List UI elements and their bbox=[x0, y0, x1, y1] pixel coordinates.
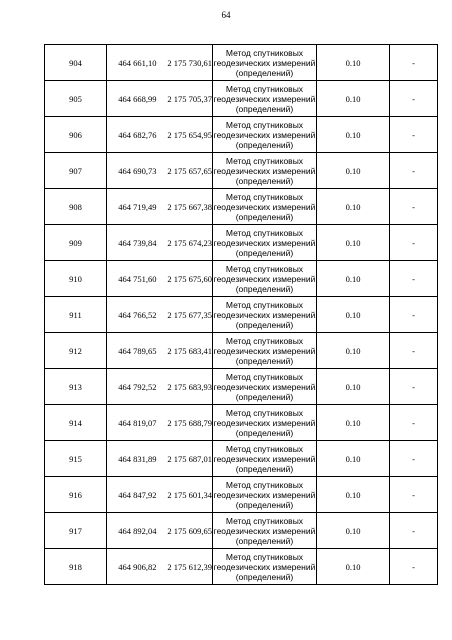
method-text-line: (определений) bbox=[235, 247, 294, 258]
note-cell: - bbox=[390, 117, 438, 153]
y-coordinate-cell: 2 175 688,79 bbox=[157, 405, 213, 441]
accuracy-cell: 0.10 bbox=[317, 333, 390, 369]
method-cell bbox=[213, 369, 317, 405]
method-text-line: Метод спутниковых bbox=[225, 443, 304, 454]
y-coordinate-cell: 2 175 601,34 bbox=[157, 477, 213, 513]
method-text-line: (определений) bbox=[235, 211, 294, 222]
x-coordinate-cell: 464 831,89 bbox=[107, 441, 157, 477]
accuracy-cell: 0.10 bbox=[317, 117, 390, 153]
y-coordinate-cell: 2 175 612,39 bbox=[157, 549, 213, 585]
point-number-cell: 916 bbox=[45, 477, 107, 513]
method-text-line: (определений) bbox=[235, 391, 294, 402]
method-text-line: Метод спутниковых bbox=[225, 407, 304, 418]
note-cell: - bbox=[390, 189, 438, 225]
y-coordinate-cell: 2 175 667,38 bbox=[157, 189, 213, 225]
accuracy-cell: 0.10 bbox=[317, 513, 390, 549]
method-text-line: Метод спутниковых bbox=[225, 119, 304, 130]
y-coordinate-cell: 2 175 657,65 bbox=[157, 153, 213, 189]
method-text-line: (определений) bbox=[235, 319, 294, 330]
accuracy-cell: 0.10 bbox=[317, 225, 390, 261]
method-cell bbox=[213, 189, 317, 225]
method-text-line: Метод спутниковых bbox=[225, 227, 304, 238]
coordinates-table bbox=[44, 44, 438, 585]
table-row bbox=[45, 513, 438, 549]
method-text-line: геодезических измерений bbox=[213, 129, 316, 140]
method-text-line: геодезических измерений bbox=[213, 453, 316, 464]
method-text-line: Метод спутниковых bbox=[225, 155, 304, 166]
note-cell: - bbox=[390, 549, 438, 585]
note-cell: - bbox=[390, 513, 438, 549]
accuracy-cell: 0.10 bbox=[317, 441, 390, 477]
table-row bbox=[45, 117, 438, 153]
point-number-cell: 913 bbox=[45, 369, 107, 405]
method-text-line: Метод спутниковых bbox=[225, 515, 304, 526]
method-text-line: (определений) bbox=[235, 139, 294, 150]
method-cell bbox=[213, 117, 317, 153]
x-coordinate-cell: 464 792,52 bbox=[107, 369, 157, 405]
note-cell: - bbox=[390, 477, 438, 513]
method-text-line: (определений) bbox=[235, 535, 294, 546]
y-coordinate-cell: 2 175 675,60 bbox=[157, 261, 213, 297]
method-text-line: геодезических измерений bbox=[213, 561, 316, 572]
method-cell bbox=[213, 405, 317, 441]
method-text-line: Метод спутниковых bbox=[225, 83, 304, 94]
method-text-line: (определений) bbox=[235, 67, 294, 78]
method-text-line: геодезических измерений bbox=[213, 57, 316, 68]
method-cell bbox=[213, 513, 317, 549]
point-number-cell: 912 bbox=[45, 333, 107, 369]
accuracy-cell: 0.10 bbox=[317, 261, 390, 297]
x-coordinate-cell: 464 682,76 bbox=[107, 117, 157, 153]
accuracy-cell: 0.10 bbox=[317, 153, 390, 189]
method-text-line: геодезических измерений bbox=[213, 309, 316, 320]
method-text-line: Метод спутниковых bbox=[225, 335, 304, 346]
accuracy-cell: 0.10 bbox=[317, 189, 390, 225]
method-text-line: геодезических измерений bbox=[213, 417, 316, 428]
method-text-line: Метод спутниковых bbox=[225, 479, 304, 490]
table-row bbox=[45, 189, 438, 225]
table-body bbox=[45, 45, 438, 585]
method-cell bbox=[213, 333, 317, 369]
y-coordinate-cell: 2 175 705,37 bbox=[157, 81, 213, 117]
point-number-cell: 910 bbox=[45, 261, 107, 297]
x-coordinate-cell: 464 668,99 bbox=[107, 81, 157, 117]
method-text-line: геодезических измерений bbox=[213, 237, 316, 248]
y-coordinate-cell: 2 175 677,35 bbox=[157, 297, 213, 333]
table-row bbox=[45, 477, 438, 513]
accuracy-cell: 0.10 bbox=[317, 477, 390, 513]
method-text-line: Метод спутниковых bbox=[225, 551, 304, 562]
method-cell bbox=[213, 81, 317, 117]
table-row bbox=[45, 549, 438, 585]
accuracy-cell: 0.10 bbox=[317, 297, 390, 333]
x-coordinate-cell: 464 766,52 bbox=[107, 297, 157, 333]
method-text-line: геодезических измерений bbox=[213, 201, 316, 212]
method-text-line: (определений) bbox=[235, 427, 294, 438]
point-number-cell: 911 bbox=[45, 297, 107, 333]
table-row bbox=[45, 441, 438, 477]
method-text-line: Метод спутниковых bbox=[225, 47, 304, 58]
point-number-cell: 915 bbox=[45, 441, 107, 477]
method-text-line: (определений) bbox=[235, 283, 294, 294]
point-number-cell: 909 bbox=[45, 225, 107, 261]
x-coordinate-cell: 464 906,82 bbox=[107, 549, 157, 585]
accuracy-cell: 0.10 bbox=[317, 369, 390, 405]
point-number-cell: 904 bbox=[45, 45, 107, 81]
note-cell: - bbox=[390, 81, 438, 117]
method-text-line: геодезических измерений bbox=[213, 381, 316, 392]
method-text-line: (определений) bbox=[235, 355, 294, 366]
method-text-line: (определений) bbox=[235, 103, 294, 114]
point-number-cell: 905 bbox=[45, 81, 107, 117]
method-text-line: Метод спутниковых bbox=[225, 299, 304, 310]
note-cell: - bbox=[390, 297, 438, 333]
method-text-line: Метод спутниковых bbox=[225, 191, 304, 202]
method-text-line: Метод спутниковых bbox=[225, 263, 304, 274]
accuracy-cell: 0.10 bbox=[317, 45, 390, 81]
note-cell: - bbox=[390, 369, 438, 405]
point-number-cell: 914 bbox=[45, 405, 107, 441]
page-number: 64 bbox=[221, 10, 231, 20]
method-text-line: Метод спутниковых bbox=[225, 371, 304, 382]
y-coordinate-cell: 2 175 674,23 bbox=[157, 225, 213, 261]
x-coordinate-cell: 464 751,60 bbox=[107, 261, 157, 297]
x-coordinate-cell: 464 661,10 bbox=[107, 45, 157, 81]
method-cell bbox=[213, 225, 317, 261]
x-coordinate-cell: 464 690,73 bbox=[107, 153, 157, 189]
point-number-cell: 918 bbox=[45, 549, 107, 585]
table-row bbox=[45, 153, 438, 189]
table-row bbox=[45, 45, 438, 81]
method-text-line: (определений) bbox=[235, 571, 294, 582]
method-text-line: геодезических измерений bbox=[213, 273, 316, 284]
y-coordinate-cell: 2 175 683,93 bbox=[157, 369, 213, 405]
y-coordinate-cell: 2 175 683,41 bbox=[157, 333, 213, 369]
y-coordinate-cell: 2 175 730,61 bbox=[157, 45, 213, 81]
method-text-line: геодезических измерений bbox=[213, 165, 316, 176]
method-cell bbox=[213, 153, 317, 189]
method-text-line: геодезических измерений bbox=[213, 93, 316, 104]
method-text-line: (определений) bbox=[235, 463, 294, 474]
note-cell: - bbox=[390, 333, 438, 369]
table-row bbox=[45, 261, 438, 297]
y-coordinate-cell: 2 175 654,95 bbox=[157, 117, 213, 153]
x-coordinate-cell: 464 789,65 bbox=[107, 333, 157, 369]
y-coordinate-cell: 2 175 609,65 bbox=[157, 513, 213, 549]
note-cell: - bbox=[390, 225, 438, 261]
table-row bbox=[45, 369, 438, 405]
method-cell bbox=[213, 297, 317, 333]
x-coordinate-cell: 464 739,84 bbox=[107, 225, 157, 261]
method-cell bbox=[213, 549, 317, 585]
method-cell bbox=[213, 45, 317, 81]
method-cell bbox=[213, 441, 317, 477]
method-text-line: геодезических измерений bbox=[213, 525, 316, 536]
point-number-cell: 906 bbox=[45, 117, 107, 153]
note-cell: - bbox=[390, 441, 438, 477]
accuracy-cell: 0.10 bbox=[317, 405, 390, 441]
x-coordinate-cell: 464 819,07 bbox=[107, 405, 157, 441]
method-cell bbox=[213, 477, 317, 513]
note-cell: - bbox=[390, 153, 438, 189]
x-coordinate-cell: 464 892,04 bbox=[107, 513, 157, 549]
table-row bbox=[45, 333, 438, 369]
table-row bbox=[45, 405, 438, 441]
method-text-line: геодезических измерений bbox=[213, 489, 316, 500]
table-row bbox=[45, 225, 438, 261]
table-row bbox=[45, 81, 438, 117]
method-text-line: геодезических измерений bbox=[213, 345, 316, 356]
x-coordinate-cell: 464 847,92 bbox=[107, 477, 157, 513]
note-cell: - bbox=[390, 405, 438, 441]
point-number-cell: 907 bbox=[45, 153, 107, 189]
table-row bbox=[45, 297, 438, 333]
method-text-line: (определений) bbox=[235, 175, 294, 186]
point-number-cell: 917 bbox=[45, 513, 107, 549]
x-coordinate-cell: 464 719,49 bbox=[107, 189, 157, 225]
note-cell: - bbox=[390, 261, 438, 297]
y-coordinate-cell: 2 175 687,01 bbox=[157, 441, 213, 477]
method-text-line: (определений) bbox=[235, 499, 294, 510]
point-number-cell: 908 bbox=[45, 189, 107, 225]
note-cell: - bbox=[390, 45, 438, 81]
accuracy-cell: 0.10 bbox=[317, 549, 390, 585]
accuracy-cell: 0.10 bbox=[317, 81, 390, 117]
method-cell bbox=[213, 261, 317, 297]
